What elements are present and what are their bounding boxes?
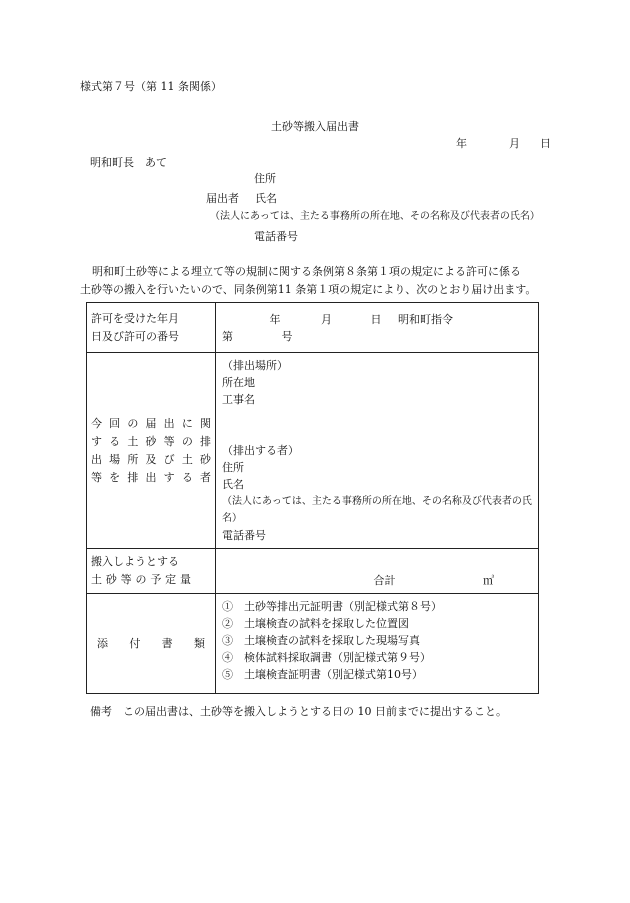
form-number: 様式第７号（第 11 条関係） [80,80,222,93]
quantity-total-label: 合計 [373,574,396,587]
destination-label-line-2: する土砂等の排 [91,434,211,448]
quantity-label-line-1: 搬入しようとする [91,555,179,568]
permit-month: 月 [321,312,332,326]
applicant-address-label: 住所 [254,172,276,185]
destination-value [216,353,539,549]
permit-day: 日 [370,312,382,326]
permit-no-prefix: 第 [222,329,233,343]
discharger-corporate-note: （法人にあっては、主たる事務所の所在地、その名称及び代表者の氏名） [222,496,532,524]
attachments-label: 添付書類 [87,594,216,694]
permit-designation: 明和町指令 [398,312,453,326]
attachment-item-4: ④ 検体試料採取調書（別記様式第９号） [222,651,431,664]
applicant-block [206,172,540,244]
discharger-phone-label: 電話番号 [222,529,266,542]
discharger-address-label: 住所 [222,461,244,474]
remarks: 備考 この届出書は、土砂等を搬入しようとする日の 10 日前までに提出すること。 [90,705,507,718]
date-month: 月 [509,137,520,150]
quantity-label-line-2: 土砂等の予定量 [91,573,191,586]
destination-label-line-4: 等を排出する者 [91,470,211,484]
attachment-item-1: ① 土砂等排出元証明書（別記様式第８号） [222,600,442,613]
quantity-value [216,549,539,594]
discharger-heading: （排出する者） [222,444,299,457]
permit-row [87,303,539,353]
date-year: 年 [456,137,467,150]
attachment-item-2: ② 土壌検査の試料を採取した位置図 [222,617,409,630]
submission-date [456,137,551,151]
attachments-list [216,594,539,694]
site-project-label: 工事名 [222,393,255,406]
attachment-item-3: ③ 土壌検査の試料を採取した現場写真 [222,634,420,647]
applicant-name-label: 氏名 [255,192,277,205]
permit-label [87,303,216,353]
permit-value [216,303,539,353]
quantity-row [87,549,539,594]
discharger-name-label: 氏名 [222,478,244,491]
body-line-1: 明和町土砂等による埋立て等の規制に関する条例第８条第１項の規定による許可に係る [92,265,521,278]
quantity-unit: ㎥ [483,574,494,587]
body-line-2: 土砂等の搬入を行いたいので、同条例第11 条第１項の規定により、次のとおり届け出ます。 [80,283,537,296]
date-day: 日 [540,137,551,150]
applicant-phone-label: 電話番号 [254,230,298,243]
submitter-label: 届出者 [206,192,239,205]
quantity-label [87,549,216,594]
applicant-corporate-note: （法人にあっては、主たる事務所の所在地、その名称及び代表者の氏名） [210,211,540,222]
destination-label-line-1: 今回の届出に関 [91,416,211,430]
destination-row [87,353,539,549]
permit-no-suffix: 号 [281,329,293,343]
permit-label-line-2: 日及び許可の番号 [91,329,179,343]
addressee: 明和町長 あて [90,156,167,169]
site-heading: （排出場所） [222,359,288,372]
site-location-label: 所在地 [222,376,255,389]
document-title: 土砂等搬入届出書 [271,120,359,133]
destination-label-line-3: 出場所及び土砂 [91,452,211,466]
attachments-row [87,594,539,694]
permit-year: 年 [269,312,281,326]
destination-label [87,353,216,549]
permit-label-line-1: 許可を受けた年月 [91,311,179,325]
applicant-name-row [206,192,540,206]
body-text [80,263,550,299]
notification-table [86,302,539,694]
attachment-item-5: ⑤ 土壌検査証明書（別記様式第10号） [222,668,423,681]
